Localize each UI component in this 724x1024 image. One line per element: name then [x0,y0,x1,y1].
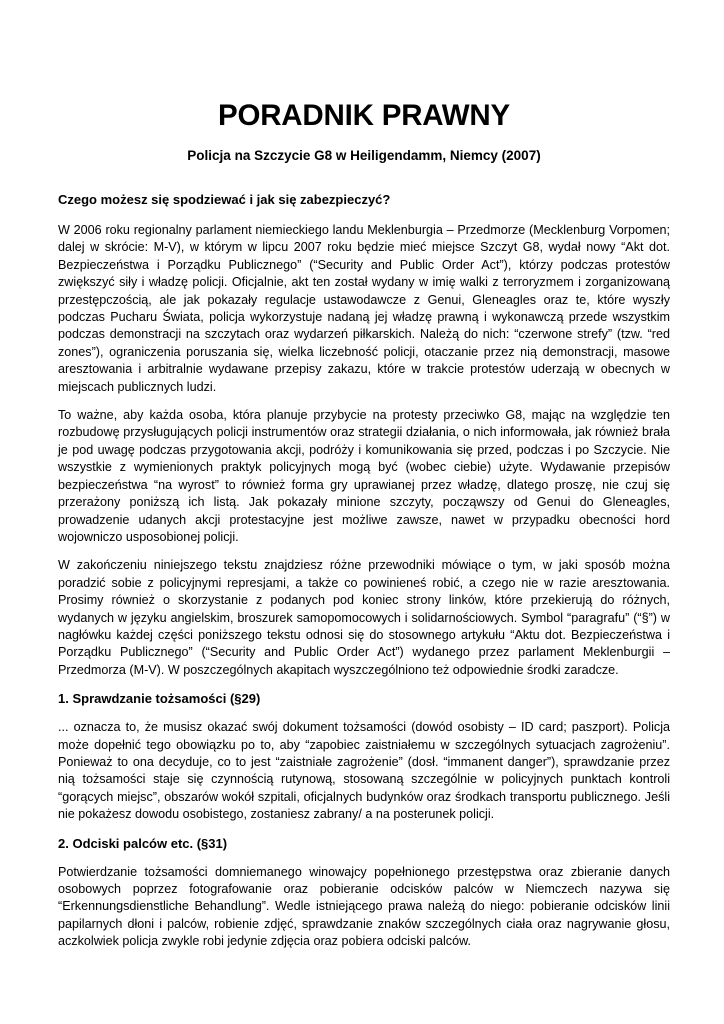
document-subtitle: Policja na Szczycie G8 w Heiligendamm, Niemcy (2007) [187,148,541,163]
paragraph: W 2006 roku regionalny parlament niemieckiego landu Meklenburgia – Przedmorze (Mecklenburg Vorpomen; dalej w skrócie: M-V), w którym w lipcu 2007 roku będzie mieć miejsce Szczyt G8, wydał nowy “Akt dot. Bezpieczeństwa i Porządku Publicznego” (“Security and Public Order Act”), którzy podczas protestów zwiększyć siły i władzę policji. Oficjalnie, akt ten został wydany w imię walki z terroryzmem i zorganizowaną przestępczością, ale jak pokazały regulacje ustawodawcze z Genui, Gleneagles oraz te, które wyszły podczas Pucharu Świata, policja wykorzystuje nadaną jej władzę prawną i wykonawczą przede wszystkim podczas demonstracji na szczytach oraz wydarzeń piłkarskich. Należą do nich: “czerwone strefy” (tzw. “red zones”), ograniczenia poruszania się, wielka liczebność policji, otaczanie przez nią demonstracji, masowe aresztowania i arbitralnie wydawane przepisy zakazu, które w trakcie protestów uderzają w obecnych w miejscach publicznych ludzi. [58,223,670,394]
section-text-fingerprints: Potwierdzanie tożsamości domniemanego winowajcy popełnionego przestępstwa oraz zbieranie danych osobowych poprzez fotografowanie oraz pobieranie odcisków palców w Niemczech nazywa się “Erkennungsdienstliche Behandlung”. Wedle istniejącego prawa należą do niego: pobieranie odcisków linii papilarnych dłoni i palców, robienie zdjęć, sprawdzanie znaków szczególnych ciała oraz nagrywanie głosu, aczkolwiek policja zwykle robi jedynie zdjęcia oraz pobiera odciski palców. [58,864,670,949]
section-heading-fingerprints: 2. Odciski palców etc. (§31) [58,835,228,851]
section-text-identity-check: ... oznacza to, że musisz okazać swój dokument tożsamości (dowód osobisty – ID card; paszport). Policja może dopełnić tego obowiązku po to, aby “zapobiec zaistniałemu w szczególnych sytuacjach zagrożeniu”. Ponieważ to ona decyduje, co to jest “zaistniałe zagrożenie” (dosł. “immanent danger”), sprawdzanie przez nią tożsamości staje się czynnością rutynową, stosowaną szczególnie w policyjnych punktach kontroli “gorących miejsc”, obszarów wokół szpitali, oficjalnych budynków oraz środkach transportu publicznego. Jeśli nie pokażesz dowodu osobistego, zostaniesz zabrany/ a na posterunek policji. [58,720,670,822]
section-heading-identity-check: 1. Sprawdzanie tożsamości (§29) [58,691,261,707]
paragraph: To ważne, aby każda osoba, która planuje przybycie na protesty przeciwko G8, mając na względzie ten rozbudowę przysługujących policji instrumentów oraz strategii działania, o nich informowała, jak również brała je pod uwagę podczas przygotowania akcji, podróży i komunikowania się przed, podczas i po Szczycie. Nie wszystkie z wymienionych praktyk policyjnych mogą być (wobec ciebie) użyte. Wydawanie przepisów bezpieczeństwa “na wyrost” to również forma gry uprawianej przez władzę, dlatego proszę, nie czuj się przerażony poniższą ich listą. Jak pokazały minione szczyty, począwszy od Genui do Gleneagles, prowadzenie udanych akcji protestacyjne jest możliwe zawsze, nawet w przypadku obecności hord wojowniczo usposobionej policji. [58,408,670,544]
document-page [58,96,670,951]
intro-heading: Czego możesz się spodziewać i jak się zabezpieczyć? [58,192,391,207]
paragraph: W zakończeniu niniejszego tekstu znajdziesz różne przewodniki mówiące o tym, w jaki sposób można poradzić sobie z policyjnymi represjami, a także co powinieneś robić, a czego nie w razie aresztowania. Prosimy również o skorzystanie z podanych pod koniec strony linków, które przekierują do różnych, wydanych w języku angielskim, broszurek samopomocowych i solidarnościowych. Symbol “paragrafu” (“§”) w nagłówku każdej części poniższego tekstu odnosi się do stosownego artykułu “Aktu dot. Bezpieczeństwa i Porządku Publicznego” (“Security and Public Order Act”) wydanego przez parlament Meklenburgii – Przedmorza (M-V). W poszczególnych akapitach wyszczególniono też odpowiednie środki zaradcze. [58,558,670,677]
document-title: PORADNIK PRAWNY [217,99,510,132]
